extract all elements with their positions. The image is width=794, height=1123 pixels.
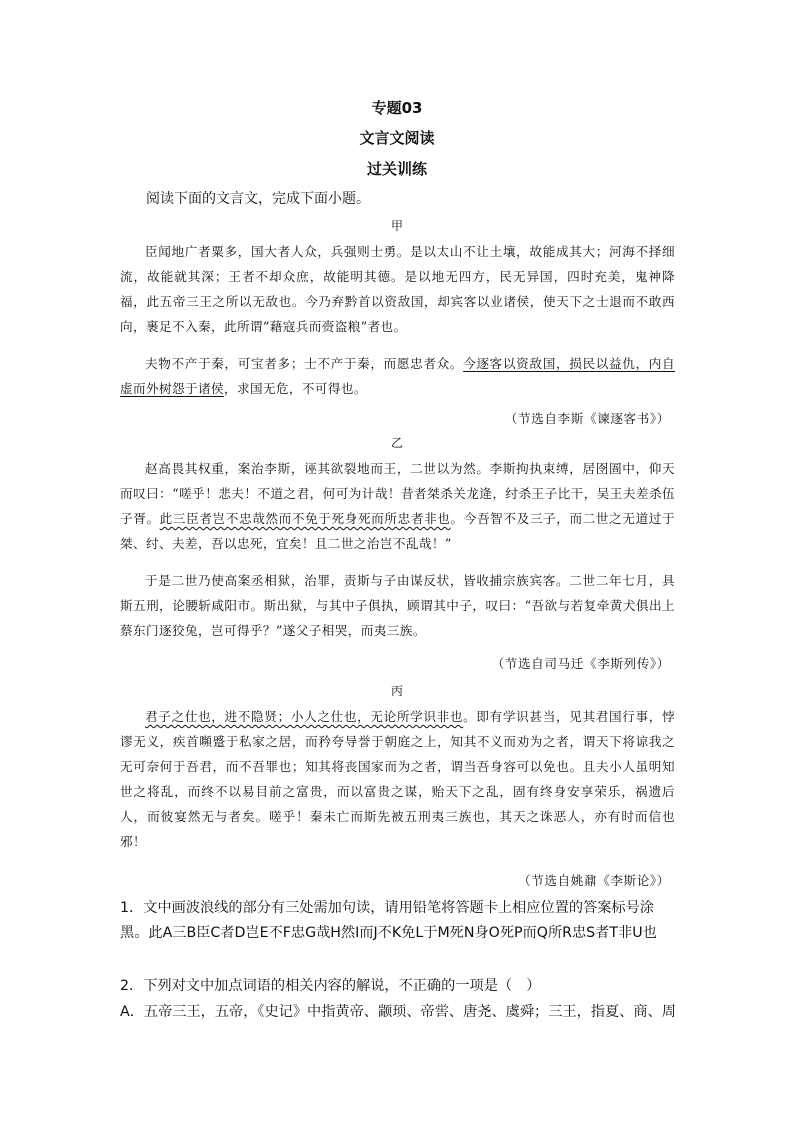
passage-c-label: 丙 <box>390 684 403 698</box>
wavy-underlined-sentence: 此三臣者岂不忠哉然而不免于死身死而所忠者非也 <box>159 511 451 526</box>
passage-a-source: （节选自李斯《谏逐客书》） <box>504 411 670 426</box>
section-title: 过关训练 <box>366 160 427 178</box>
passage-c-source: （节选自姚鼐《李斯论》） <box>517 873 670 888</box>
passage-b-paragraph-2: 于是二世乃使高案丞相狱，治罪，责斯与子由谋反状，皆收捕宗族宾客。二世二年七月，具斯五刑，论腰斩咸阳市。斯出狱，与其中子俱执，顾谓其中子，叹曰：“吾欲与若复牵黄犬俱出上蔡东门逐狡兔，岂可得乎？”遂父子相哭，而夷三族。 <box>120 573 675 638</box>
passage-a-paragraph-2 <box>120 351 675 401</box>
passage-b-text-tail: 。今吾智不及三子，而二世之无道过于桀、纣、夫差，吾以忠死，宜矣！且二世之治岂不乱哉！” <box>120 511 675 551</box>
subject-title: 文言文阅读 <box>359 129 435 147</box>
passage-a-text-tail: ，求国无危，不可得也。 <box>223 381 367 396</box>
instruction-text: 阅读下面的文言文，完成下面小题。 <box>146 191 370 207</box>
passage-a-text: 夫物不产于秦，可宝者多；士不产于秦，而愿忠者众。 <box>145 356 464 371</box>
underlined-sentence: 今逐客以资敌国，损民以益仇，内自虚而外树怨于诸侯 <box>120 356 675 396</box>
passage-c-paragraph-1 <box>120 704 675 854</box>
passage-b-label: 乙 <box>390 436 403 450</box>
passage-a-paragraph-1: 臣闻地广者粟多，国大者人众，兵强则士勇。是以太山不让土壤，故能成其大；河海不择细流，故能就其深；王者不却众庶，故能明其德。是以地无四方，民无异国，四时充美，鬼神降福，此五帝三王之所以无敌也。今乃弃黔首以资敌国，却宾客以业诸侯，使天下之士退而不敢西向，裹足不入秦，此所谓“藉寇兵而赍盗粮”者也。 <box>120 244 675 334</box>
question-2: 2．下列对文中加点词语的相关内容的解说，不正确的一项是（ ） <box>120 978 541 994</box>
passage-b-text: 赵高畏其权重，案治李斯，诬其欲裂地而王，二世以为然。李斯拘执束缚，居囹圄中，仰天而叹曰：“嗟乎！悲夫！不道之君，何可为计哉！昔者桀杀关龙逄，纣杀王子比干，吴王夫差杀伍子胥。 <box>120 461 675 526</box>
topic-title: 专题03 <box>371 99 423 117</box>
question-2-option-a: A．五帝三王，五帝，《史记》中指黄帝、颛顼、帝喾、唐尧、虞舜；三王，指夏、商、周 <box>120 1004 676 1020</box>
passage-b-source: （节选自司马迁《李斯列传》） <box>491 656 670 671</box>
passage-c-text: 。即有学识甚当，见其君国行事，悖谬无义，疾首嚬蹙于私家之居，而矜夸导誉于朝庭之上，知其不义而劝为之者，谓天下将谅我之无可奈何于吾君，而不吾罪也；知其将丧国家而为之者，谓当吾身容可以免也。且夫小人虽明知世之将乱，而终不以易目前之富贵，而以富贵之谋，贻天下之乱，固有终身安享荣乐，祸遗后人，而彼宴然无与者矣。嗟乎！秦未亡而斯先被五刑夷三族也，其天之诛恶人，亦有时而信也邪！ <box>120 709 675 849</box>
question-1: 1．文中画波浪线的部分有三处需加句读，请用铅笔将答题卡上相应位置的答案标号涂黑。此A三B臣C者D岂E不F忠G哉H然I而J不K免L于M死N身O死P而Q所R忠S者T非U也 <box>120 900 657 941</box>
wavy-underlined-sentence: 君子之仕也，进不隐贤；小人之仕也，无论所学识非也 <box>145 709 464 724</box>
passage-b-paragraph-1 <box>120 456 675 556</box>
passage-a-label: 甲 <box>390 219 403 233</box>
